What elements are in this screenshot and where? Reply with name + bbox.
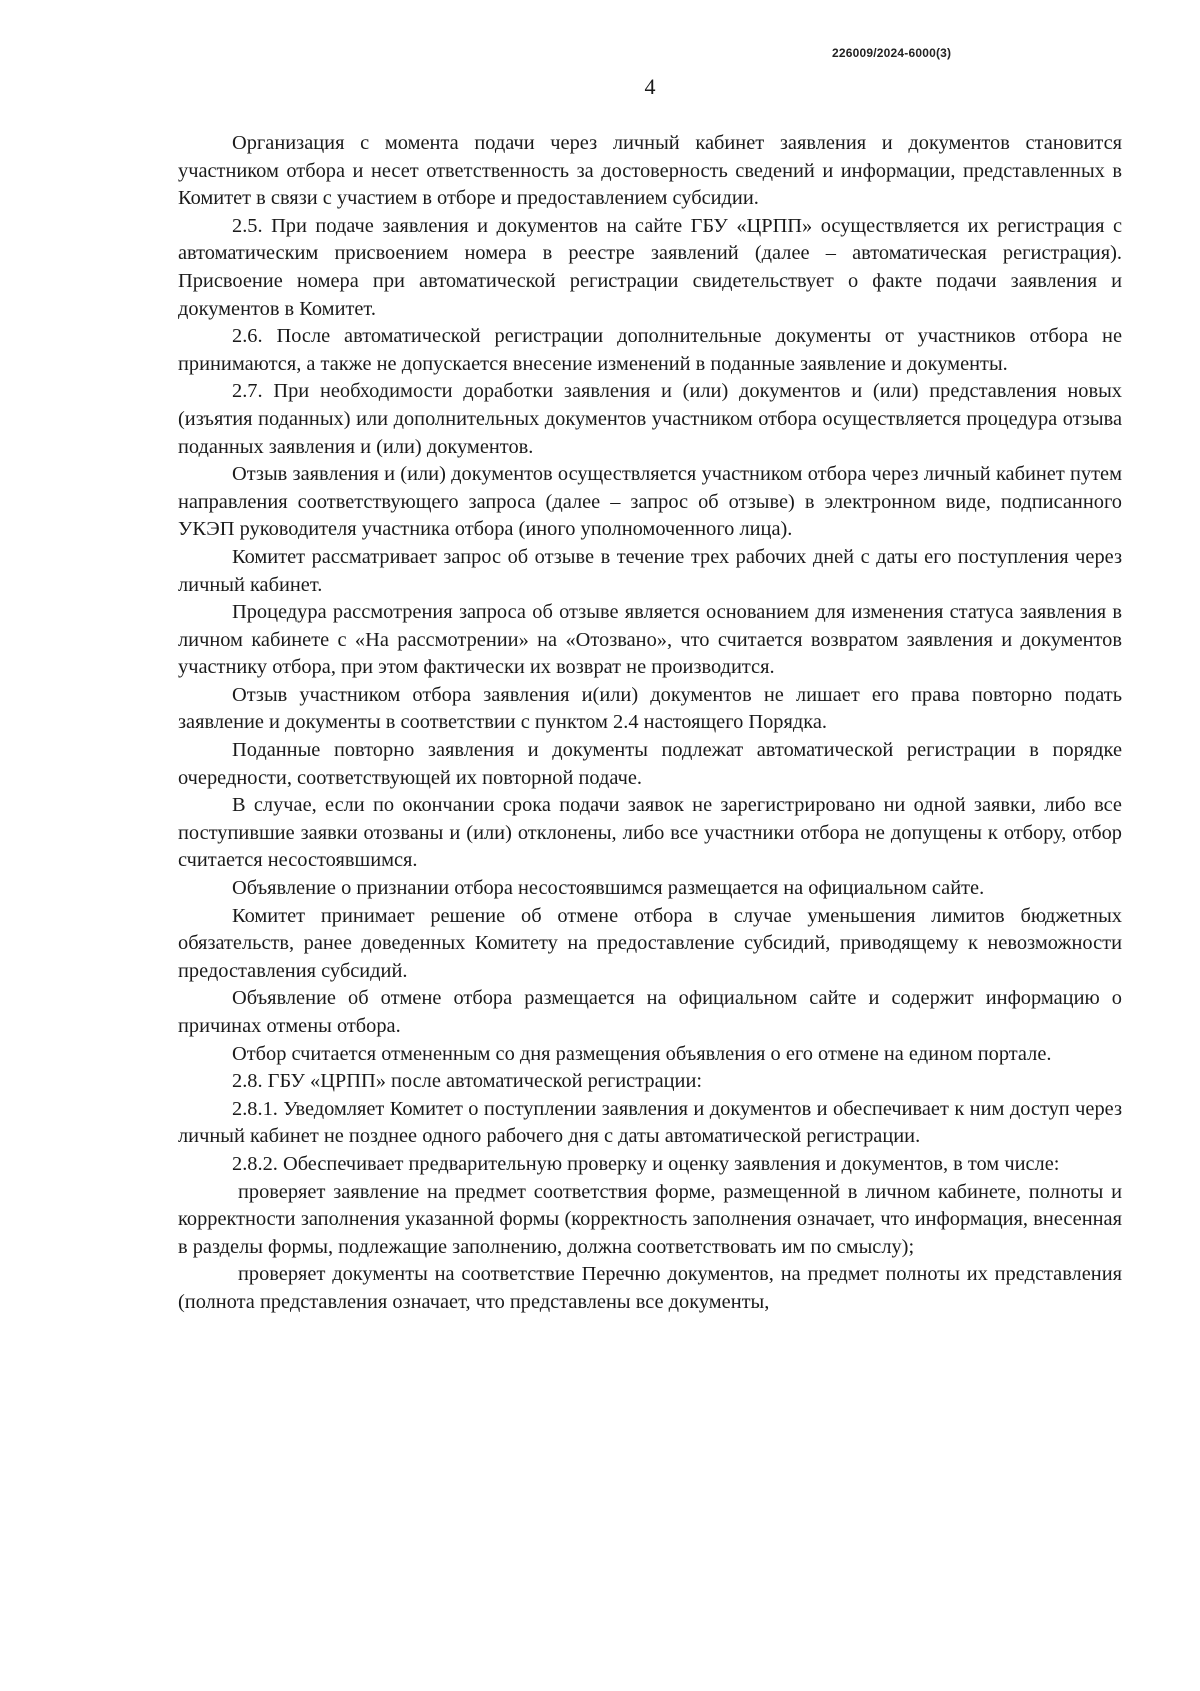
paragraph: В случае, если по окончании срока подачи заявок не зарегистрировано ни одной заявки, либо все поступившие заявки отозваны и (или) отклонены, либо все участники отбора не допущены к отбору, отбор считается несостоявшимся. xyxy=(178,794,1122,872)
paragraph: Отзыв участником отбора заявления и(или) документов не лишает его права повторно подать заявление и документы в соответствии с пунктом 2.4 настоящего Порядка. xyxy=(178,683,1122,734)
paragraph: Процедура рассмотрения запроса об отзыве является основанием для изменения статуса заявления в личном кабинете с «На рассмотрении» на «Отозвано», что считается возвратом заявления и документов участнику отбора, при этом фактически их возврат не производится. xyxy=(178,601,1122,679)
page-number: 4 xyxy=(644,74,656,99)
paragraph: Комитет принимает решение об отмене отбора в случае уменьшения лимитов бюджетных обязательств, ранее доведенных Комитету на предоставление субсидий, приводящему к невозможности предоставления субсидий. xyxy=(178,904,1122,982)
paragraph-subitem: проверяет документы на соответствие Перечню документов, на предмет полноты их представления (полнота представления означает, что представлены все документы, xyxy=(178,1263,1122,1313)
document-registration-number: 226009/2024-6000(3) xyxy=(832,46,952,60)
paragraph: Объявление о признании отбора несостоявшимся размещается на официальном сайте. xyxy=(232,877,985,900)
paragraph: Комитет рассматривает запрос об отзыве в течение трех рабочих дней с даты его поступления через личный кабинет. xyxy=(178,545,1122,596)
paragraph-2-5: 2.5. При подаче заявления и документов на сайте ГБУ «ЦРПП» осуществляется их регистрация с автоматическим присвоением номера в реестре заявлений (далее – автоматическая регистрация). Присвоение номера при автоматической регистрации свидетельствует о факте подачи заявления и документов в Комитет. xyxy=(178,214,1122,320)
paragraph-subitem: проверяет заявление на предмет соответствия форме, размещенной в личном кабинете, полноты и корректности заполнения указанной формы (корректность заполнения означает, что информация, внесенная в разделы формы, подлежащие заполнению, должна соответствовать им по смыслу); xyxy=(178,1180,1122,1258)
paragraph: Объявление об отмене отбора размещается на официальном сайте и содержит информацию о причинах отмены отбора. xyxy=(178,987,1122,1037)
paragraph: Отзыв заявления и (или) документов осуществляется участником отбора через личный кабинет путем направления соответствующего запроса (далее – запрос об отзыве) в электронном виде, подписанного УКЭП руководителя участника отбора (иного уполномоченного лица). xyxy=(178,463,1122,541)
paragraph: Отбор считается отмененным со дня размещения объявления о его отмене на едином портале. xyxy=(232,1042,1052,1065)
document-body xyxy=(178,130,1122,1317)
paragraph-2-6: 2.6. После автоматической регистрации дополнительные документы от участников отбора не принимаются, а также не допускается внесение изменений в поданные заявление и документы. xyxy=(178,325,1122,375)
paragraph: Организация с момента подачи через личный кабинет заявления и документов становится участником отбора и несет ответственность за достоверность сведений и информации, представленных в Комитет в связи с участием в отборе и предоставлением субсидии. xyxy=(178,132,1122,210)
paragraph-2-8: 2.8. ГБУ «ЦРПП» после автоматической регистрации: xyxy=(232,1070,703,1093)
paragraph-2-7: 2.7. При необходимости доработки заявления и (или) документов и (или) представления новых (изъятия поданных) или дополнительных документов участником отбора осуществляется процедура отзыва поданных заявления и (или) документов. xyxy=(178,380,1122,458)
paragraph: Поданные повторно заявления и документы подлежат автоматической регистрации в порядке очередности, соответствующей их повторной подаче. xyxy=(178,739,1122,789)
paragraph-2-8-2: 2.8.2. Обеспечивает предварительную проверку и оценку заявления и документов, в том числе: xyxy=(232,1152,1060,1175)
paragraph-2-8-1: 2.8.1. Уведомляет Комитет о поступлении заявления и документов и обеспечивает к ним доступ через личный кабинет не позднее одного рабочего дня с даты автоматической регистрации. xyxy=(178,1097,1122,1148)
